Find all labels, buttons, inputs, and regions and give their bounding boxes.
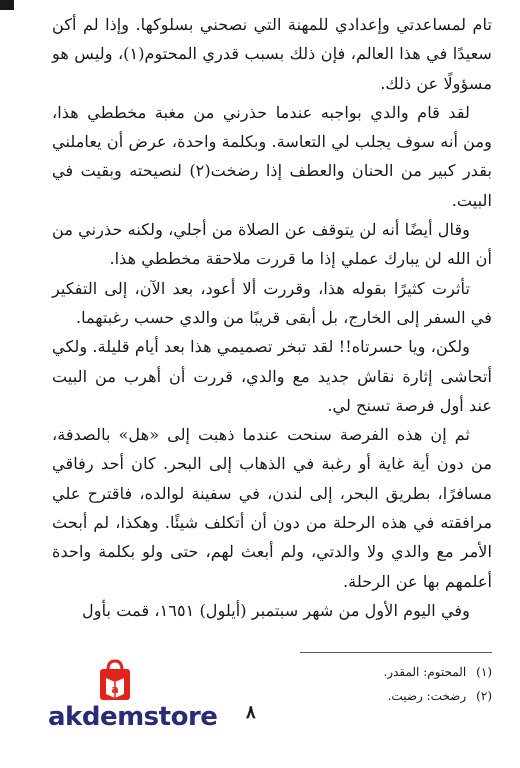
paragraph-5: ولكن، ويا حسرتاه!! لقد تبخر تصميمي هذا بعد أيام قليلة. ولكي أتحاشى إثارة نقاش جديد مع والدي، قررت أن أهرب من البيت عند أول فرصة تسنح لي. — [52, 337, 492, 415]
footnote-text: رضخت: رضيت. — [387, 689, 467, 703]
footnote-number: (٢) — [476, 689, 492, 703]
footnote-separator — [300, 652, 492, 653]
page-corner-mark — [0, 0, 14, 10]
paragraph-2: لقد قام والدي بواجبه عندما حذرني من مغبة مخططي هذا، ومن أنه سوف يجلب لي التعاسة. وبكلمة واحدة، عرض أن يعاملني بقدر كبير من الحنان والعطف إذا رضخت(٢) لنصيحته وبقيت في البيت. — [52, 102, 492, 210]
paragraph-7: وفي اليوم الأول من شهر سبتمبر (أيلول) ١٦٥١، قمت بأول — [82, 600, 470, 620]
paragraph-1: تام لمساعدتي وإعدادي للمهنة التي نصحني بسلوكها. وإذا لم أكن سعيدًا في هذا العالم، فإن ذلك بسبب قدري المحتوم(١)، وليس هو مسؤولًا عن ذلك. — [52, 15, 492, 93]
page-number: ٨ — [246, 702, 256, 723]
body-text — [52, 10, 492, 625]
paragraph-3: وقال أيضًا أنه لن يتوقف عن الصلاة من أجلي، ولكنه حذرني من أن الله لن يبارك عملي إذا ما قررت ملاحقة مخططي هذا. — [52, 220, 492, 269]
paragraph-6: ثم إن هذه الفرصة سنحت عندما ذهبت إلى «هل» بالصدفة، من دون أية غاية أو رغبة في الذهاب إلى البحر. كان أحد رفاقي مسافرًا، بطريق البحر، إلى لندن، في سفينة لوالده، فاقترح علي مرافقته في هذه الرحلة من دون أن أتكلف شيئًا. وهكذا، لم أبحث الأمر مع والدي ولا والدتي، ولم أبعث لهم، حتى ولو بكلمة واحدة أعلمهم بها عن الرحلة. — [52, 425, 492, 591]
akdemstore-logo — [48, 658, 218, 734]
footnote-number: (١) — [476, 665, 492, 679]
shopping-bag-book-icon — [96, 658, 134, 702]
logo-wordmark: akdemstore — [48, 702, 218, 732]
footnote-1 — [260, 660, 492, 684]
svg-text:a: a — [111, 683, 119, 696]
footnotes — [260, 660, 492, 708]
footnote-text: المحتوم: المقدر. — [383, 665, 467, 679]
paragraph-4: تأثرت كثيرًا بقوله هذا، وقررت ألا أعود، بعد الآن، إلى التفكير في السفر إلى الخارج، بل أبقى قريبًا من والدي حسب رغبتهما. — [52, 278, 492, 327]
footnote-2 — [260, 684, 492, 708]
